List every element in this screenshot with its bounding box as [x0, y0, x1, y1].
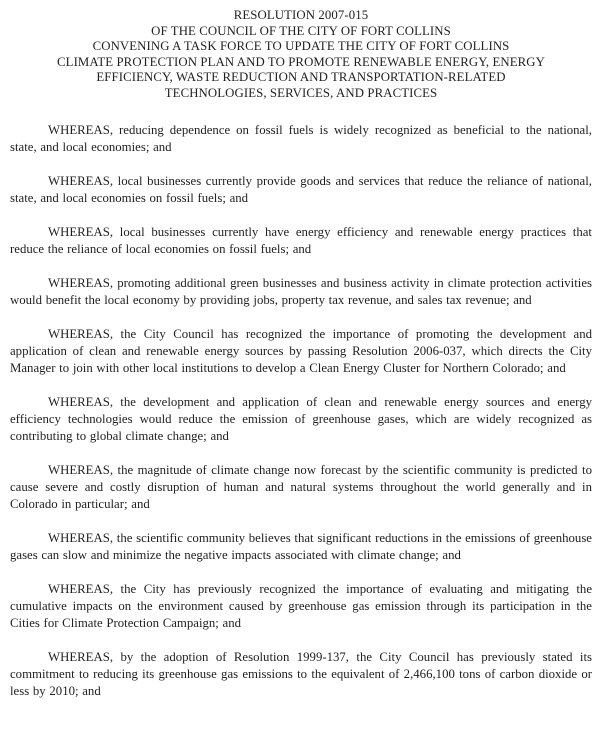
document-title	[10, 8, 592, 102]
whereas-paragraph: WHEREAS, local businesses currently provide goods and services that reduce the reliance of national, state, and local economies on fossil fuels; and	[10, 173, 592, 205]
whereas-paragraph: WHEREAS, the scientific community believes that significant reductions in the emissions of greenhouse gases can slow and minimize the negative impacts associated with climate change; and	[10, 530, 592, 562]
document-title-line: CONVENING A TASK FORCE TO UPDATE THE CITY OF FORT COLLINS	[92, 39, 510, 54]
whereas-paragraph: WHEREAS, the City Council has recognized the importance of promoting the development and application of clean and renewable energy sources by passing Resolution 2006-037, which directs the City Manager to join with other local institutions to develop a Clean Energy Cluster for Northern Colorado; and	[10, 326, 592, 375]
document-body	[10, 122, 592, 700]
document-title-line: OF THE COUNCIL OF THE CITY OF FORT COLLINS	[151, 23, 451, 38]
document-title-line: CLIMATE PROTECTION PLAN AND TO PROMOTE RENEWABLE ENERGY, ENERGY	[57, 54, 545, 69]
whereas-paragraph: WHEREAS, local businesses currently have energy efficiency and renewable energy practices that reduce the reliance of local economies on fossil fuels; and	[10, 224, 592, 256]
whereas-paragraph: WHEREAS, promoting additional green businesses and business activity in climate protection activities would benefit the local economy by providing jobs, property tax revenue, and sales tax revenue; and	[10, 275, 592, 307]
whereas-paragraph: WHEREAS, by the adoption of Resolution 1999-137, the City Council has previously stated its commitment to reducing its greenhouse gas emissions to the equivalent of 2,466,100 tons of carbon dioxide or less by 2010; and	[10, 649, 592, 698]
whereas-paragraph: WHEREAS, the City has previously recognized the importance of evaluating and mitigating the cumulative impacts on the environment caused by greenhouse gas emission through its participation in the Cities for Climate Protection Campaign; and	[10, 581, 592, 630]
whereas-paragraph: WHEREAS, the development and application of clean and renewable energy sources and energy efficiency technologies would reduce the emission of greenhouse gases, which are widely recognized as contributing to global climate change; and	[10, 394, 592, 443]
whereas-paragraph: WHEREAS, the magnitude of climate change now forecast by the scientific community is predicted to cause severe and costly disruption of human and natural systems throughout the world generally and in Colorado in particular; and	[10, 462, 592, 511]
whereas-paragraph: WHEREAS, reducing dependence on fossil fuels is widely recognized as beneficial to the national, state, and local economies; and	[10, 122, 592, 154]
document-title-line: RESOLUTION 2007-015	[233, 8, 369, 22]
document-title-line: TECHNOLOGIES, SERVICES, AND PRACTICES	[164, 85, 438, 100]
document-title-line: EFFICIENCY, WASTE REDUCTION AND TRANSPORTATION-RELATED	[96, 70, 506, 85]
